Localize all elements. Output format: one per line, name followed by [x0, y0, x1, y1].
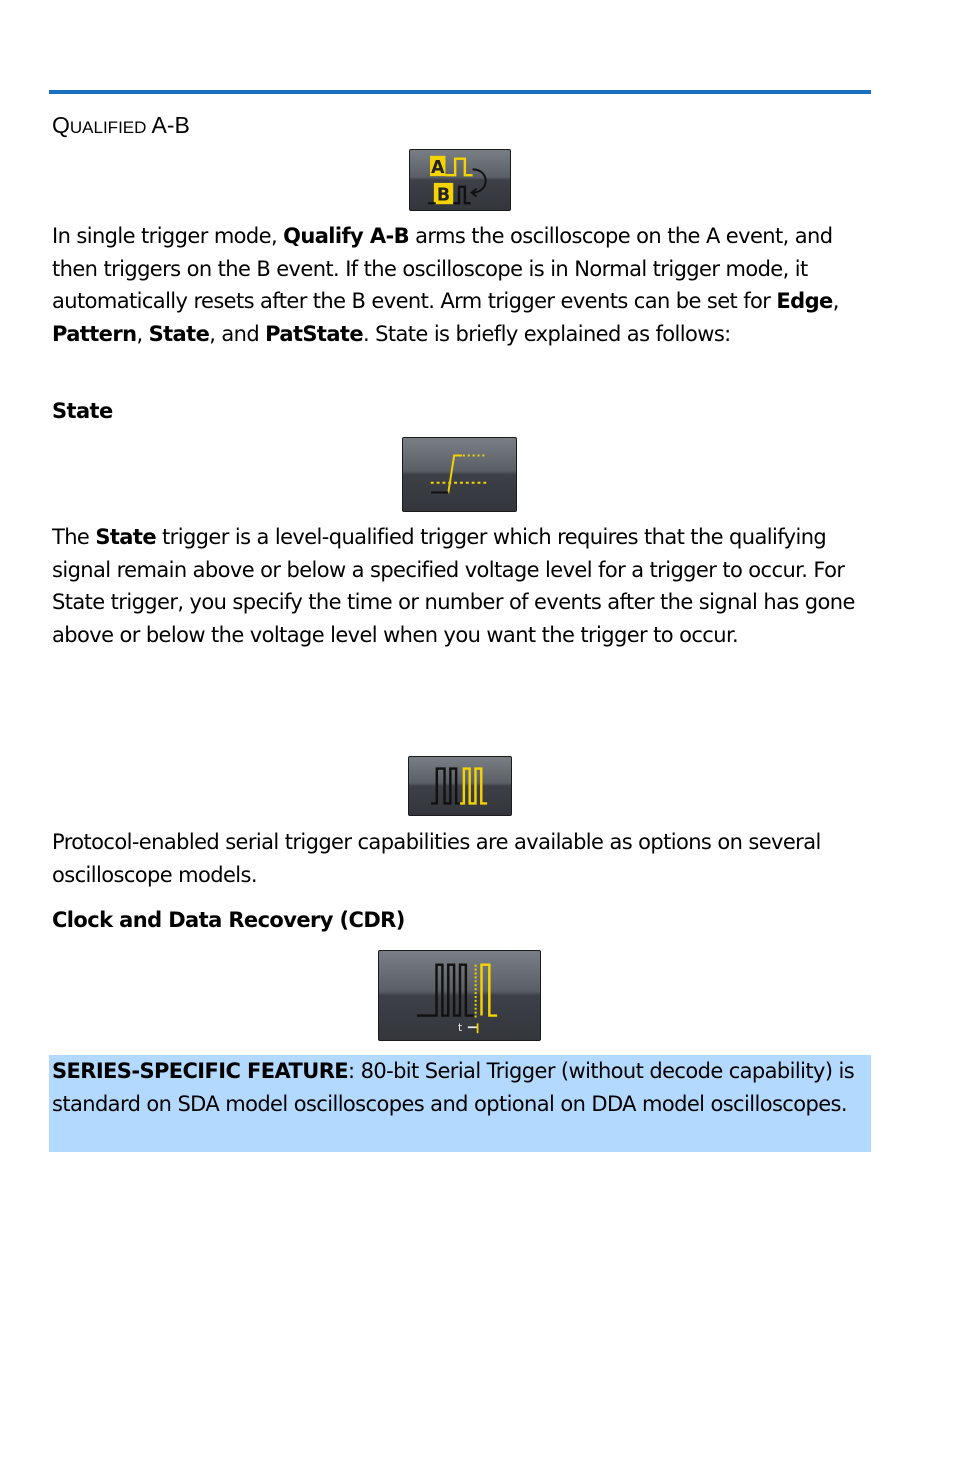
svg-text:t: t [458, 1021, 463, 1035]
svg-text:B: B [436, 185, 451, 206]
header-rule [49, 90, 871, 94]
svg-text:A: A [430, 158, 445, 179]
cdr-trigger-icon [378, 950, 541, 1041]
qualify-ab-description: In single trigger mode, Qualify A-B arms the oscilloscope on the A event, and then triggers on the B event. If the oscilloscope is in Normal trigger mode, it automatically resets after the B event. Arm trigger events can be set for Edge, Pattern, State, and PatState. State is briefly explained as follows: [52, 224, 839, 346]
state-description: The State trigger is a level-qualified trigger which requires that the qualifying signal remain above or below a specified voltage level for a trigger to occur. For State trigger, you specify the time or number of events after the signal has gone above or below the voltage level when you want the trigger to occur. [52, 525, 855, 647]
state-heading: State [52, 399, 113, 423]
state-trigger-icon [402, 437, 517, 512]
serial-description: Protocol-enabled serial trigger capabilities are available as options on several oscilloscope models. [52, 830, 821, 887]
note-text: SERIES-SPECIFIC FEATURE: 80-bit Serial Trigger (without decode capability) is standard on SDA model oscilloscopes and optional on DDA model oscilloscopes. [52, 1059, 855, 1116]
cdr-heading: Clock and Data Recovery (CDR) [52, 908, 405, 932]
section-title: QUALIFIED A-B [52, 112, 190, 138]
series-specific-note [49, 1055, 871, 1152]
serial-trigger-icon [408, 756, 512, 816]
qualify-ab-trigger-icon [409, 149, 511, 211]
